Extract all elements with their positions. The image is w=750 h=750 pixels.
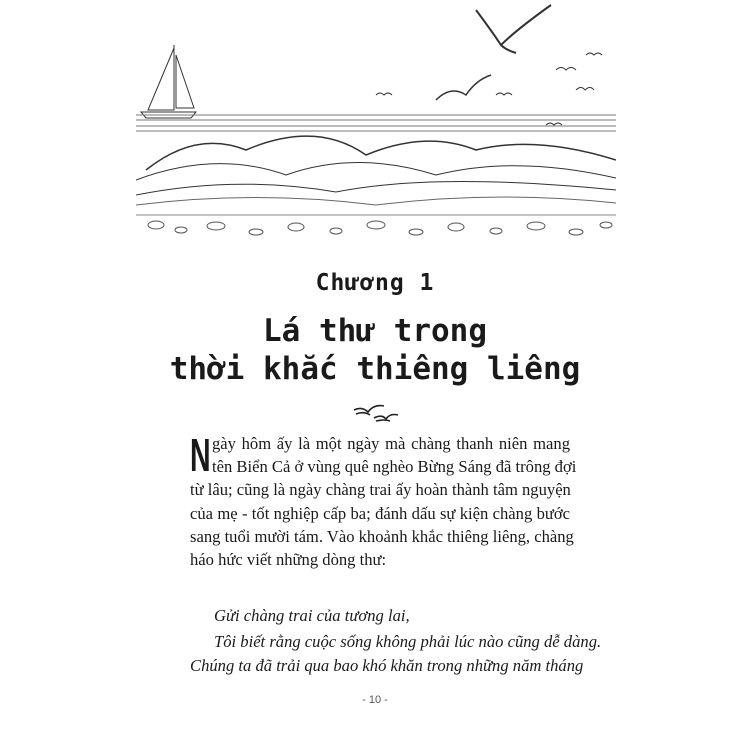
- letter-line: Tôi biết rằng cuộc sống không phải lúc nào cũng dễ dàng.: [214, 632, 602, 652]
- page-number: - 10 -: [362, 694, 388, 706]
- drop-cap: N: [190, 429, 211, 481]
- seascape-illustration: [136, 0, 616, 245]
- chapter-title: [0, 312, 750, 388]
- chapter-number: Chương 1: [315, 270, 435, 296]
- paragraph-line: từ lâu; cũng là ngày chàng trai ấy hoàn thành tâm nguyện: [190, 480, 571, 500]
- paragraph-line: của mẹ - tốt nghiệp cấp ba; đánh dấu sự kiện chàng bước: [190, 503, 570, 523]
- body-text: [190, 429, 602, 677]
- paragraph-line: gày hôm ấy là một ngày mà chàng thanh niên mang: [212, 434, 570, 453]
- paragraph-line: háo hức viết những dòng thư:: [190, 550, 387, 570]
- chapter-title-line-1: Lá thư trong: [263, 313, 487, 349]
- paragraph-line: tên Biển Cả ở vùng quê nghèo Bừng Sáng đã trông đợi: [212, 457, 577, 477]
- letter-line: Gửi chàng trai của tương lai,: [214, 606, 410, 626]
- birds-ornament-icon: [352, 402, 400, 424]
- letter-line: Chúng ta đã trải qua bao khó khăn trong những năm tháng: [190, 655, 584, 675]
- chapter-title-line-2: thời khắc thiêng liêng: [169, 351, 581, 387]
- paragraph-line: sang tuổi mười tám. Vào khoảnh khắc thiêng liêng, chàng: [190, 526, 574, 546]
